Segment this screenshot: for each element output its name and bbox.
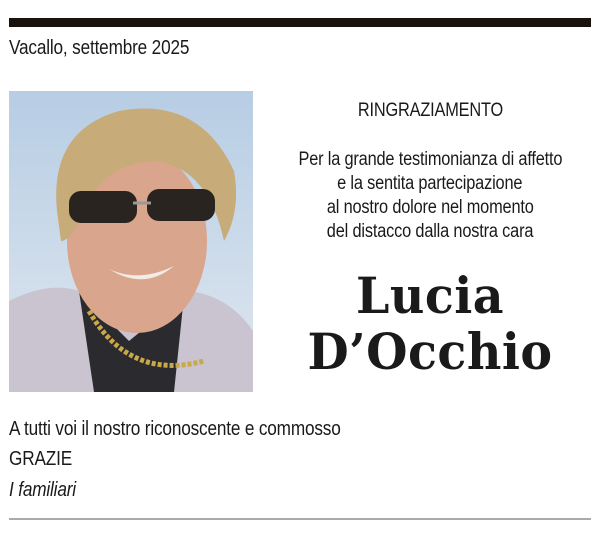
last-name: D’Occhio (307, 322, 553, 381)
deceased-name (262, 268, 598, 380)
notice-title (262, 100, 598, 122)
grazie-text: GRAZIE (9, 448, 73, 470)
place-date (9, 37, 219, 60)
top-rule (9, 18, 591, 27)
notice-title-text: RINGRAZIAMENTO (357, 100, 503, 121)
notice-line: e la sentita partecipazione (337, 173, 523, 194)
portrait-image (9, 91, 253, 392)
thanks-line (9, 418, 395, 441)
portrait-photo (9, 91, 253, 392)
thanks-text: A tutti voi il nostro riconoscente e commosso (9, 418, 341, 440)
signature-text: I familiari (9, 479, 76, 501)
signature (9, 479, 87, 502)
bottom-rule (9, 518, 591, 520)
place-date-text: Vacallo, settembre 2025 (9, 37, 190, 59)
grazie-line (9, 448, 82, 471)
first-name: Lucia (355, 266, 505, 325)
notice-line: al nostro dolore nel momento (326, 197, 534, 218)
notice-line: Per la grande testimonianza di affetto (298, 149, 562, 170)
notice-line: del distacco dalla nostra cara (326, 221, 534, 242)
notice-paragraph (262, 148, 598, 244)
